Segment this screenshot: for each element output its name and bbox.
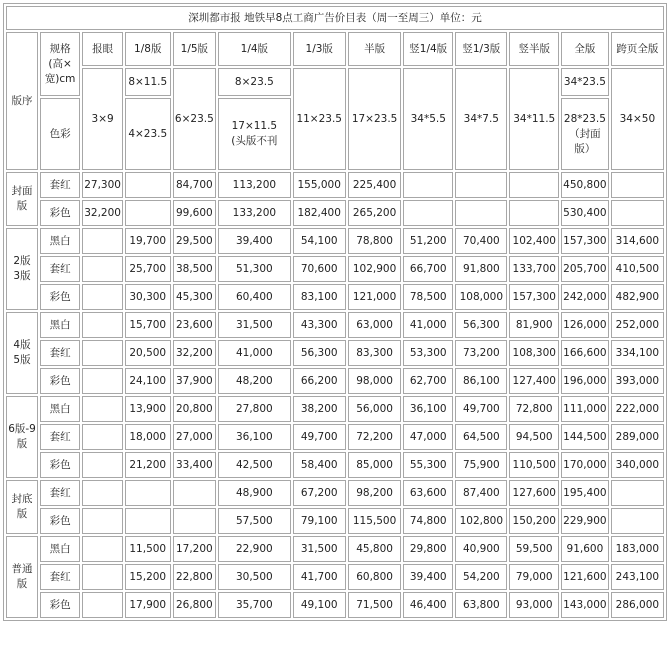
price-cell: 35,700: [218, 592, 290, 618]
price-cell: [82, 228, 123, 254]
table-row: [6, 424, 664, 450]
column-header: 跨页全版: [611, 32, 664, 66]
price-cell: 102,400: [509, 228, 559, 254]
price-cell: [611, 508, 664, 534]
price-cell: 93,000: [509, 592, 559, 618]
price-cell: 81,900: [509, 312, 559, 338]
price-cell: 111,000: [561, 396, 609, 422]
price-cell: 45,300: [173, 284, 217, 310]
color-cell: 彩色: [40, 452, 80, 478]
price-cell: 121,600: [561, 564, 609, 590]
price-cell: 133,200: [218, 200, 290, 226]
price-cell: 63,600: [403, 480, 453, 506]
price-cell: 22,900: [218, 536, 290, 562]
price-cell: 59,500: [509, 536, 559, 562]
color-cell: 彩色: [40, 508, 80, 534]
price-cell: [82, 368, 123, 394]
table-row: [6, 592, 664, 618]
price-cell: [611, 200, 664, 226]
price-cell: 56,000: [348, 396, 401, 422]
price-cell: [125, 172, 171, 198]
size-cell: [561, 98, 609, 170]
table-row: [6, 396, 664, 422]
color-cell: 彩色: [40, 284, 80, 310]
price-cell: 170,000: [561, 452, 609, 478]
price-cell: 38,500: [173, 256, 217, 282]
price-cell: 11,500: [125, 536, 171, 562]
table-title: 深圳都市报 地铁早8点工商广告价目表（周一至周三）单位：元: [6, 6, 664, 30]
column-header: 1/5版: [173, 32, 217, 66]
price-cell: 19,700: [125, 228, 171, 254]
size-cell: [218, 98, 290, 170]
price-cell: 102,900: [348, 256, 401, 282]
price-cell: [82, 424, 123, 450]
color-cell: 套红: [40, 172, 80, 198]
price-cell: 30,300: [125, 284, 171, 310]
price-cell: 75,900: [455, 452, 507, 478]
size-cell: 8×23.5: [218, 68, 290, 96]
price-cell: [403, 172, 453, 198]
price-cell: 20,500: [125, 340, 171, 366]
table-row: [6, 256, 664, 282]
price-cell: 22,800: [173, 564, 217, 590]
price-cell: 243,100: [611, 564, 664, 590]
price-cell: 334,100: [611, 340, 664, 366]
size-cell: 11×23.5: [293, 68, 346, 170]
price-cell: 41,700: [293, 564, 346, 590]
price-cell: 126,000: [561, 312, 609, 338]
price-cell: 108,000: [455, 284, 507, 310]
table-row: [6, 480, 664, 506]
price-body: [6, 172, 664, 618]
price-cell: 48,200: [218, 368, 290, 394]
price-cell: 113,200: [218, 172, 290, 198]
price-cell: 36,100: [403, 396, 453, 422]
price-cell: 29,800: [403, 536, 453, 562]
price-cell: 265,200: [348, 200, 401, 226]
price-cell: 133,700: [509, 256, 559, 282]
price-cell: [173, 508, 217, 534]
price-cell: 31,500: [218, 312, 290, 338]
spec-header-line: 规格: [49, 42, 71, 55]
price-cell: [403, 200, 453, 226]
price-cell: 91,800: [455, 256, 507, 282]
price-cell: 78,500: [403, 284, 453, 310]
section-name-line: 5版: [13, 354, 31, 366]
price-cell: 49,100: [293, 592, 346, 618]
price-cell: 182,400: [293, 200, 346, 226]
price-cell: 155,000: [293, 172, 346, 198]
price-cell: [82, 564, 123, 590]
column-header: 1/8版: [125, 32, 171, 66]
color-cell: 套红: [40, 256, 80, 282]
price-cell: 33,400: [173, 452, 217, 478]
price-cell: 56,300: [455, 312, 507, 338]
price-cell: 53,300: [403, 340, 453, 366]
price-cell: 196,000: [561, 368, 609, 394]
price-cell: 20,800: [173, 396, 217, 422]
price-cell: 31,500: [293, 536, 346, 562]
price-cell: 49,700: [455, 396, 507, 422]
price-cell: 70,400: [455, 228, 507, 254]
price-cell: 27,800: [218, 396, 290, 422]
price-cell: 252,000: [611, 312, 664, 338]
section-name: [6, 312, 38, 394]
price-cell: 79,100: [293, 508, 346, 534]
price-cell: 39,400: [218, 228, 290, 254]
column-header: 竖1/3版: [455, 32, 507, 66]
price-cell: 56,300: [293, 340, 346, 366]
size-cell: 34×50: [611, 68, 664, 170]
price-cell: 32,200: [173, 340, 217, 366]
table-row: [6, 312, 664, 338]
price-cell: 87,400: [455, 480, 507, 506]
size-line: 版）: [574, 142, 596, 155]
price-cell: 66,200: [293, 368, 346, 394]
size-cell: 34*11.5: [509, 68, 559, 170]
price-cell: [82, 508, 123, 534]
price-cell: 21,200: [125, 452, 171, 478]
color-cell: 黑白: [40, 396, 80, 422]
price-cell: 62,700: [403, 368, 453, 394]
price-cell: [125, 200, 171, 226]
column-header: 1/4版: [218, 32, 290, 66]
table-row: [6, 200, 664, 226]
price-cell: 32,200: [82, 200, 123, 226]
price-cell: 86,100: [455, 368, 507, 394]
price-cell: 37,900: [173, 368, 217, 394]
price-cell: 340,000: [611, 452, 664, 478]
price-cell: 51,200: [403, 228, 453, 254]
price-cell: 17,200: [173, 536, 217, 562]
price-cell: 42,500: [218, 452, 290, 478]
color-cell: 套红: [40, 340, 80, 366]
price-cell: 84,700: [173, 172, 217, 198]
size-line: （封面: [569, 127, 601, 140]
spec-header-line: 宽)cm: [44, 72, 76, 85]
price-cell: 70,600: [293, 256, 346, 282]
section-name-line: 2版: [13, 255, 31, 267]
price-cell: 143,000: [561, 592, 609, 618]
price-cell: 83,100: [293, 284, 346, 310]
color-cell: 黑白: [40, 228, 80, 254]
price-cell: 99,600: [173, 200, 217, 226]
price-cell: 144,500: [561, 424, 609, 450]
price-cell: 24,100: [125, 368, 171, 394]
price-cell: 121,000: [348, 284, 401, 310]
price-cell: [82, 452, 123, 478]
spec-header-line: (高×: [48, 57, 72, 70]
price-cell: 482,900: [611, 284, 664, 310]
price-cell: 115,500: [348, 508, 401, 534]
price-cell: 78,800: [348, 228, 401, 254]
price-cell: 314,600: [611, 228, 664, 254]
section-name: [6, 480, 38, 534]
price-cell: 286,000: [611, 592, 664, 618]
price-cell: 40,900: [455, 536, 507, 562]
color-cell: 套红: [40, 564, 80, 590]
color-cell: 套红: [40, 424, 80, 450]
size-cell: 3×9: [82, 68, 123, 170]
column-header: 半版: [348, 32, 401, 66]
price-cell: 55,300: [403, 452, 453, 478]
price-cell: 66,700: [403, 256, 453, 282]
price-cell: [82, 256, 123, 282]
size-cell: 34*7.5: [455, 68, 507, 170]
color-cell: 彩色: [40, 368, 80, 394]
price-cell: 49,700: [293, 424, 346, 450]
price-cell: 39,400: [403, 564, 453, 590]
price-cell: 26,800: [173, 592, 217, 618]
price-cell: [509, 172, 559, 198]
price-cell: [173, 480, 217, 506]
table-row: [6, 536, 664, 562]
section-name: [6, 536, 38, 618]
price-cell: 289,000: [611, 424, 664, 450]
price-cell: 15,200: [125, 564, 171, 590]
price-cell: [455, 200, 507, 226]
size-cell: 17×23.5: [348, 68, 401, 170]
price-cell: 25,700: [125, 256, 171, 282]
price-cell: 94,500: [509, 424, 559, 450]
price-cell: 36,100: [218, 424, 290, 450]
price-cell: 48,900: [218, 480, 290, 506]
price-cell: 150,200: [509, 508, 559, 534]
price-cell: 242,000: [561, 284, 609, 310]
price-cell: 18,000: [125, 424, 171, 450]
section-name-line: 6版-9: [8, 423, 36, 435]
size-line: (头版不刊: [231, 135, 278, 147]
price-cell: 45,800: [348, 536, 401, 562]
size-line: 28*23.5: [563, 112, 606, 125]
section-name-line: 版: [16, 200, 28, 212]
price-cell: 83,300: [348, 340, 401, 366]
spec-header: [40, 32, 80, 96]
price-cell: 450,800: [561, 172, 609, 198]
section-header: 版序: [6, 32, 38, 170]
price-cell: [455, 172, 507, 198]
price-cell: [611, 172, 664, 198]
price-cell: 72,200: [348, 424, 401, 450]
table-row: [6, 564, 664, 590]
price-cell: 51,300: [218, 256, 290, 282]
price-cell: 79,000: [509, 564, 559, 590]
price-cell: [611, 480, 664, 506]
table-row: [6, 452, 664, 478]
price-cell: 157,300: [561, 228, 609, 254]
price-cell: 157,300: [509, 284, 559, 310]
table-row: [6, 284, 664, 310]
price-cell: 195,400: [561, 480, 609, 506]
price-cell: [82, 592, 123, 618]
table-row: [6, 228, 664, 254]
price-cell: 57,500: [218, 508, 290, 534]
price-cell: 54,100: [293, 228, 346, 254]
price-cell: 41,000: [218, 340, 290, 366]
color-header: 色彩: [40, 98, 80, 170]
price-cell: 43,300: [293, 312, 346, 338]
table-row: [6, 340, 664, 366]
size-cell: 8×11.5: [125, 68, 171, 96]
section-name-line: 封底: [11, 493, 33, 505]
color-cell: 彩色: [40, 592, 80, 618]
color-cell: 套红: [40, 480, 80, 506]
column-header: 报眼: [82, 32, 123, 66]
section-name-line: 普通: [11, 563, 33, 575]
price-cell: 63,000: [348, 312, 401, 338]
price-cell: 183,000: [611, 536, 664, 562]
column-header: 竖半版: [509, 32, 559, 66]
price-cell: 73,200: [455, 340, 507, 366]
price-cell: 71,500: [348, 592, 401, 618]
section-name: [6, 228, 38, 310]
table-row: [6, 172, 664, 198]
price-cell: 108,300: [509, 340, 559, 366]
size-cell: 6×23.5: [173, 68, 217, 170]
price-cell: 27,000: [173, 424, 217, 450]
price-cell: 67,200: [293, 480, 346, 506]
price-cell: [82, 284, 123, 310]
price-cell: 30,500: [218, 564, 290, 590]
price-cell: 91,600: [561, 536, 609, 562]
price-cell: 127,400: [509, 368, 559, 394]
price-cell: [82, 396, 123, 422]
price-cell: 393,000: [611, 368, 664, 394]
section-name-line: 版: [16, 578, 28, 590]
section-name: [6, 396, 38, 478]
price-cell: 98,200: [348, 480, 401, 506]
price-cell: 38,200: [293, 396, 346, 422]
size-cell: 4×23.5: [125, 98, 171, 170]
price-cell: 17,900: [125, 592, 171, 618]
price-cell: [82, 480, 123, 506]
color-cell: 彩色: [40, 200, 80, 226]
price-cell: 166,600: [561, 340, 609, 366]
section-name: [6, 172, 38, 226]
price-cell: 74,800: [403, 508, 453, 534]
price-cell: [125, 508, 171, 534]
price-cell: 46,400: [403, 592, 453, 618]
color-cell: 黑白: [40, 312, 80, 338]
section-name-line: 版: [16, 508, 28, 520]
column-header: 1/3版: [293, 32, 346, 66]
price-cell: 127,600: [509, 480, 559, 506]
price-cell: [82, 340, 123, 366]
column-header: 全版: [561, 32, 609, 66]
price-cell: 64,500: [455, 424, 507, 450]
section-name-line: 3版: [13, 270, 31, 282]
price-cell: [125, 480, 171, 506]
price-cell: 41,000: [403, 312, 453, 338]
size-cell: 34*23.5: [561, 68, 609, 96]
price-cell: [509, 200, 559, 226]
price-cell: 222,000: [611, 396, 664, 422]
price-cell: 54,200: [455, 564, 507, 590]
size-line: 17×11.5: [231, 120, 278, 132]
price-cell: 110,500: [509, 452, 559, 478]
price-cell: 102,800: [455, 508, 507, 534]
price-cell: [82, 536, 123, 562]
price-cell: 530,400: [561, 200, 609, 226]
price-cell: 13,900: [125, 396, 171, 422]
column-header: 竖1/4版: [403, 32, 453, 66]
price-cell: 60,800: [348, 564, 401, 590]
price-cell: 410,500: [611, 256, 664, 282]
price-cell: 225,400: [348, 172, 401, 198]
table-row: [6, 508, 664, 534]
price-cell: 85,000: [348, 452, 401, 478]
section-name-line: 4版: [13, 339, 31, 351]
price-cell: 60,400: [218, 284, 290, 310]
price-cell: 98,000: [348, 368, 401, 394]
price-cell: 63,800: [455, 592, 507, 618]
price-cell: 15,700: [125, 312, 171, 338]
price-cell: 27,300: [82, 172, 123, 198]
price-cell: 229,900: [561, 508, 609, 534]
price-table: [3, 3, 667, 621]
price-cell: 72,800: [509, 396, 559, 422]
price-cell: [82, 312, 123, 338]
size-cell: 34*5.5: [403, 68, 453, 170]
table-row: [6, 368, 664, 394]
section-name-line: 版: [16, 438, 28, 450]
price-cell: 205,700: [561, 256, 609, 282]
color-cell: 黑白: [40, 536, 80, 562]
price-cell: 47,000: [403, 424, 453, 450]
price-cell: 58,400: [293, 452, 346, 478]
section-name-line: 封面: [11, 185, 33, 197]
price-cell: 23,600: [173, 312, 217, 338]
price-cell: 29,500: [173, 228, 217, 254]
